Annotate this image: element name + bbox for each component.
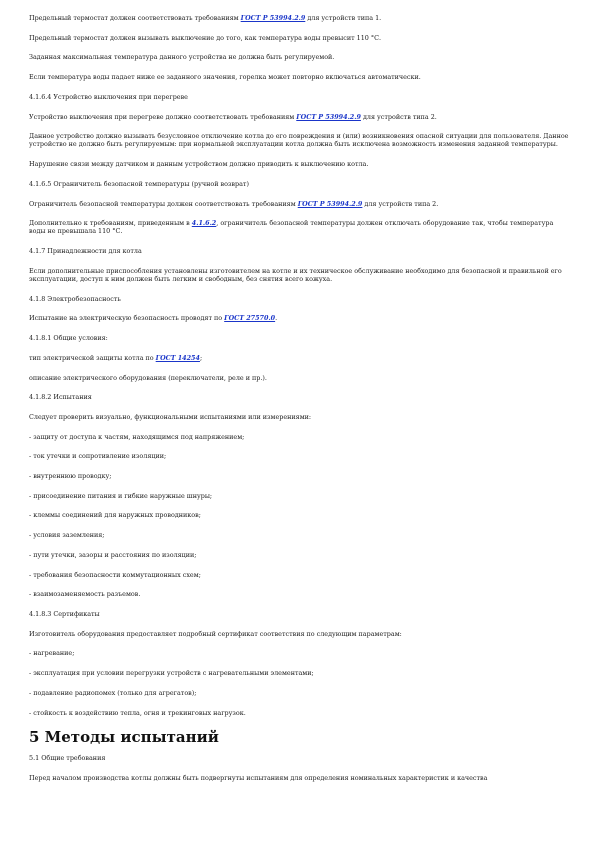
paragraph: описание электрического оборудования (переключатели, реле и пр.). xyxy=(29,373,267,382)
list-item: - ток утечки и сопротивление изоляции; xyxy=(29,452,167,461)
paragraph: Предельный термостат должен вызывать выключение до того, как температура воды превысит 110 °С. xyxy=(29,33,382,42)
paragraph-text: Предельный термостат должен соответствовать требованиям xyxy=(29,14,241,22)
paragraph-text: ; xyxy=(199,353,203,362)
list-item: - внутреннюю проводку; xyxy=(29,472,112,481)
paragraph: Следует проверить визуально, функциональными испытаниями или измерениями: xyxy=(29,412,312,421)
list-item: - взаимозаменяемость разъемов. xyxy=(29,590,141,599)
section-heading: 4.1.8.3 Сертификаты xyxy=(29,610,100,618)
gost-link[interactable]: ГОСТ 14254 xyxy=(155,353,200,362)
paragraph-text: Устройство выключения при перегреве должно соответствовать требованиям xyxy=(29,112,297,121)
clause-link[interactable]: 4.1.6.2 xyxy=(191,219,217,228)
paragraph xyxy=(29,354,569,362)
list-item: - требования безопасности коммутационных схем; xyxy=(29,570,201,579)
paragraph: Данное устройство должно вызывать безусловное отключение котла до его повреждения и (или) возникновения опасной ситуации для пользователя. Данное устройство не должно быть регулируемым: при нормальной эксплуатации котла должна быть исключена возможность изменения заданной температуры. xyxy=(29,132,569,149)
paragraph xyxy=(29,200,569,208)
section-heading: 4.1.6.4 Устройство выключения при перегреве xyxy=(29,92,188,101)
paragraph xyxy=(29,219,569,235)
list-item: - присоединение питания и гибкие наружные шнуры; xyxy=(29,491,213,500)
paragraph-text: Испытание на электрическую безопасность проводят по xyxy=(29,314,225,323)
paragraph: Нарушение связи между датчиком и данным устройством должно приводить к выключению котла. xyxy=(29,160,369,169)
document-page xyxy=(29,14,569,794)
paragraph: Если дополнительные приспособления установлены изготовителем на котле и их техническое обслуживание необходимо для безопасной и правильной его эксплуатации, доступ к ним должен быть легким и свободным, без снятия всего кожуха. xyxy=(29,266,562,284)
paragraph-text: для устройств типа 2. xyxy=(360,112,437,121)
paragraph-text: . xyxy=(275,314,278,323)
paragraph-text: Ограничитель безопасной температуры должен соответствовать требованиям xyxy=(29,199,298,208)
paragraph-text: тип электрической защиты котла по xyxy=(29,353,156,362)
paragraph-text: для устройств типа 2. xyxy=(362,199,439,208)
paragraph: Если температура воды падает ниже ее заданного значения, горелка может повторно включаться автоматически. xyxy=(29,73,421,82)
section-heading: 4.1.8 Электробезопасность xyxy=(29,294,121,303)
paragraph xyxy=(29,14,569,22)
list-item: - клеммы соединений для наружных проводников; xyxy=(29,511,201,520)
paragraph: Перед началом производства котлы должны быть подвергнуты испытаниям для определения номинальных характеристик и качества xyxy=(29,773,488,782)
list-item: - защиту от доступа к частям, находящимся под напряжением; xyxy=(29,432,245,441)
paragraph xyxy=(29,113,569,121)
paragraph-text: Дополнительно к требованиям, приведенным в xyxy=(29,219,192,228)
gost-link[interactable]: ГОСТ Р 53994.2.9 xyxy=(296,112,361,121)
list-item: - нагревание; xyxy=(29,649,75,658)
paragraph-text: , ограничитель безопасной температуры должен отключать оборудование так, чтобы температура воды не превышала 110 °С. xyxy=(29,219,554,236)
chapter-heading: 5 Методы испытаний xyxy=(29,728,219,747)
paragraph xyxy=(29,314,569,322)
paragraph: Заданная максимальная температура данного устройства не должна быть регулируемой. xyxy=(29,53,335,62)
section-heading: 5.1 Общие требования xyxy=(29,754,106,763)
list-item: - эксплуатация при условии перегрузки устройств с нагревательными элементами; xyxy=(29,669,314,678)
gost-link[interactable]: ГОСТ 27570.0 xyxy=(224,314,276,323)
gost-link[interactable]: ГОСТ Р 53994.2.9 xyxy=(297,199,363,208)
section-heading: 4.1.8.2 Испытания xyxy=(29,393,92,402)
list-item: - стойкость к воздействию тепла, огня и трекинговых нагрузок. xyxy=(29,708,246,717)
list-item: - пути утечки, зазоры и расстояния по изоляции; xyxy=(29,550,197,559)
paragraph: Изготовитель оборудования предоставляет подробный сертификат соответствия по следующим параметрам: xyxy=(29,629,402,638)
gost-link[interactable]: ГОСТ Р 53994.2.9 xyxy=(240,14,306,22)
section-heading: 4.1.8.1 Общие условия: xyxy=(29,334,108,343)
section-heading: 4.1.7 Принадлежности для котла xyxy=(29,247,142,256)
list-item: - подавление радиопомех (только для агрегатов); xyxy=(29,688,197,697)
list-item: - условия заземления; xyxy=(29,531,105,540)
section-heading: 4.1.6.5 Ограничитель безопасной температуры (ручной возврат) xyxy=(29,179,249,188)
paragraph-text: для устройств типа 1. xyxy=(305,14,382,22)
